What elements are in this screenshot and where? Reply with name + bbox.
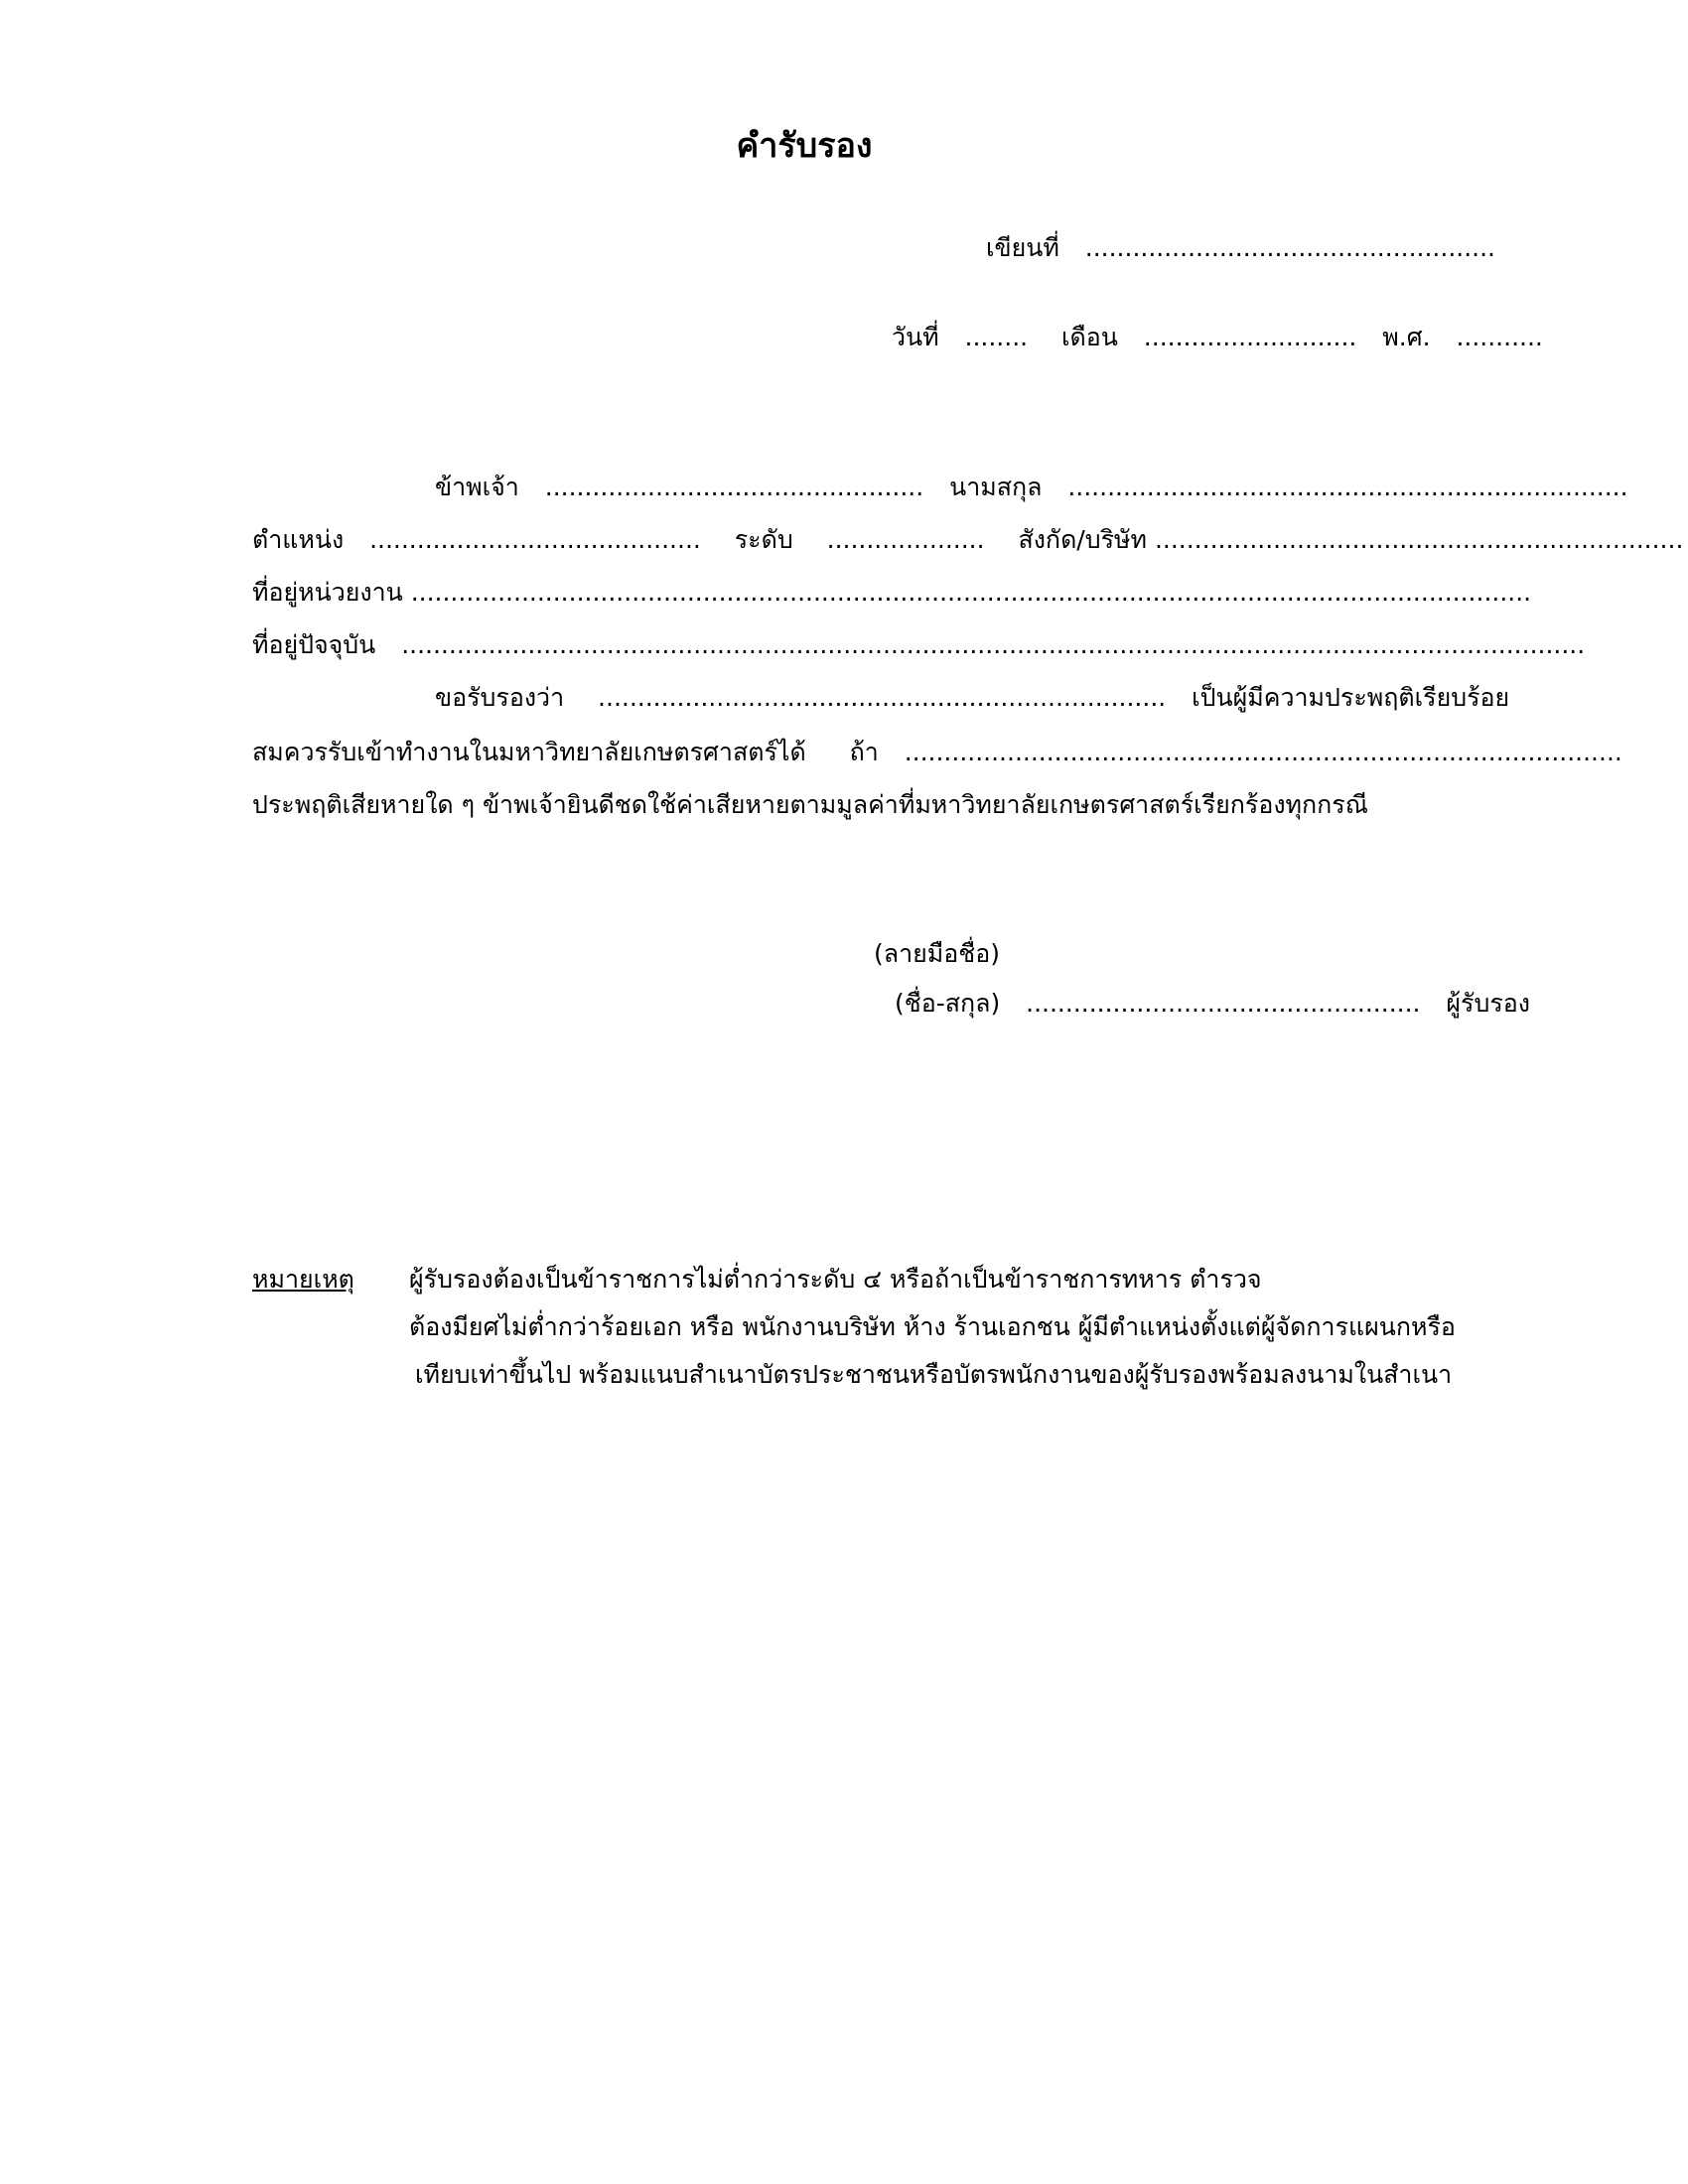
note-line-3: เทียบเท่าขึ้นไป พร้อมแนบสำเนาบัตรประชาชนหรือบัตรพนักงานของผู้รับรองพร้อมลงนามในสำเนา (415, 1360, 1453, 1389)
level-blank[interactable]: .................... (826, 525, 985, 554)
date-line (892, 321, 1543, 354)
body-line-position (252, 523, 1683, 557)
if-blank[interactable]: ........................................................................................... (904, 738, 1622, 766)
signer-name-blank[interactable]: .................................................. (1026, 989, 1421, 1018)
certify-blank[interactable]: ........................................................................ (598, 683, 1167, 712)
signer-role: ผู้รับรอง (1446, 989, 1530, 1018)
day-label: วันที่ (892, 323, 939, 351)
signer-name-line (895, 987, 1530, 1021)
written-at-blank[interactable]: .................................................... (1084, 233, 1495, 262)
name-blank[interactable]: ................................................ (544, 473, 924, 501)
position-label: ตำแหน่ง (252, 525, 345, 554)
employment-text: สมควรรับเข้าทำงานในมหาวิทยาลัยเกษตรศาสตร์ได้ (252, 738, 806, 766)
written-at-line (986, 231, 1495, 265)
certify-label: ขอรับรองว่า (435, 683, 565, 712)
body-line-name (435, 471, 1628, 504)
body-line-office-address (252, 576, 1531, 610)
affiliation-blank[interactable]: ................................................................... (1154, 525, 1684, 554)
day-blank[interactable]: ........ (964, 323, 1029, 351)
if-label: ถ้า (849, 738, 879, 766)
year-label: พ.ศ. (1382, 323, 1431, 351)
body-line-certify (435, 681, 1509, 715)
signer-name-label: (ชื่อ-สกุล) (895, 989, 1001, 1018)
surname-label: นามสกุล (949, 473, 1043, 501)
office-address-label: ที่อยู่หน่วยงาน (252, 578, 403, 607)
certify-tail: เป็นผู้มีความประพฤติเรียบร้อย (1192, 683, 1510, 712)
note-line-2: ต้องมียศไม่ต่ำกว่าร้อยเอก หรือ พนักงานบริษัท ห้าง ร้านเอกชน ผู้มีตำแหน่งตั้งแต่ผู้จัดการแผนกหรือ (409, 1312, 1456, 1341)
note-line-1: ผู้รับรองต้องเป็นข้าราชการไม่ต่ำกว่าระดับ ๔ หรือถ้าเป็นข้าราชการทหาร ตำรวจ (409, 1265, 1262, 1294)
body-line-employment (252, 736, 1622, 769)
position-blank[interactable]: .......................................... (369, 525, 701, 554)
written-at-label: เขียนที่ (986, 233, 1059, 262)
i-label: ข้าพเจ้า (435, 473, 519, 501)
signature-label: (ลายมือชื่อ) (874, 939, 1000, 968)
affiliation-label: สังกัด/บริษัท (1018, 525, 1147, 554)
month-blank[interactable]: ........................... (1143, 323, 1357, 351)
document-title: คำรับรอง (736, 126, 873, 166)
current-address-blank[interactable]: ...................................................................................................................................................... (401, 630, 1586, 659)
office-address-blank[interactable]: .............................................................................................................................................. (410, 578, 1532, 607)
surname-blank[interactable]: ....................................................................... (1067, 473, 1628, 501)
signature-line (874, 937, 1000, 971)
month-label: เดือน (1061, 323, 1118, 351)
level-label: ระดับ (734, 525, 793, 554)
note-label: หมายเหตุ (252, 1265, 354, 1294)
compensation-text: ประพฤติเสียหายใด ๆ ข้าพเจ้ายินดีชดใช้ค่าเสียหายตามมูลค่าที่มหาวิทยาลัยเกษตรศาสตร์เรียกร้องทุกกรณี (252, 790, 1368, 819)
body-line-compensation (252, 788, 1368, 822)
year-blank[interactable]: ........... (1456, 323, 1543, 351)
body-line-current-address (252, 628, 1585, 662)
current-address-label: ที่อยู่ปัจจุบัน (252, 630, 376, 659)
